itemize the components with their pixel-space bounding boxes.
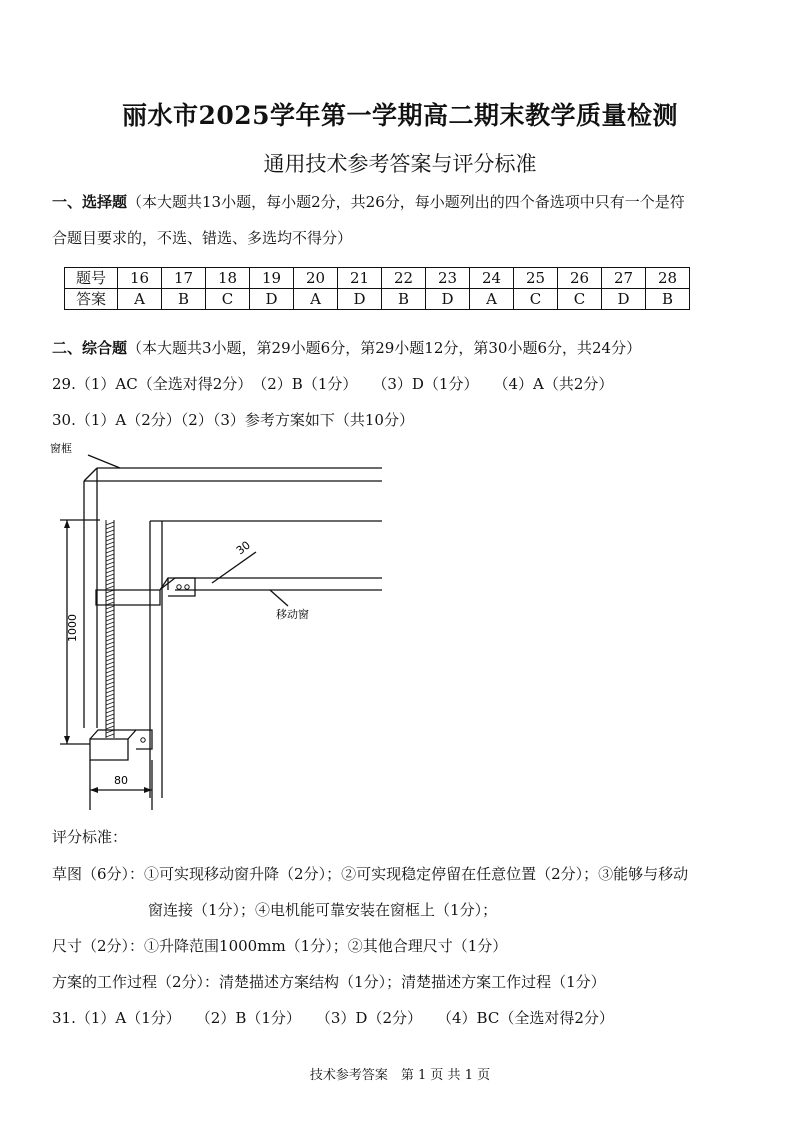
screw-thread — [106, 598, 114, 601]
screw-thread — [106, 594, 114, 597]
grading-sketch-2: 窗连接（1分）；④电机能可靠安装在窗框上（1分）； — [148, 901, 498, 919]
label-window-frame: 窗框 — [50, 442, 72, 455]
screw-thread — [106, 606, 114, 609]
screw-thread — [106, 630, 114, 633]
dimension-1000: 1000 — [66, 614, 79, 642]
screw-thread — [106, 710, 114, 713]
table-cell-answer: A — [294, 289, 338, 310]
dimension-30: 30 — [233, 538, 253, 558]
screw-thread — [106, 538, 114, 541]
screw-thread — [106, 674, 114, 677]
screw-thread — [106, 562, 114, 565]
screw-thread — [106, 614, 114, 617]
table-cell-answer: D — [338, 289, 382, 310]
screw-thread — [106, 718, 114, 721]
screw-thread — [106, 666, 114, 669]
table-cell-number: 24 — [470, 268, 514, 289]
page-footer: 技术参考答案 第 1 页 共 1 页 — [309, 1068, 491, 1083]
answer-table — [64, 267, 690, 310]
table-cell-number: 17 — [162, 268, 206, 289]
screw-thread — [106, 558, 114, 561]
table-cell-number: 26 — [558, 268, 602, 289]
screw-thread — [106, 522, 114, 525]
label-moving-window: 移动窗 — [276, 608, 309, 621]
grading-sketch-1: 草图（6分）：①可实现移动窗升降（2分）；②可实现稳定停留在任意位置（2分）；③能够与移动 — [52, 865, 689, 883]
screw-thread — [106, 722, 114, 725]
screw-thread — [106, 698, 114, 701]
table-cell-number: 22 — [382, 268, 426, 289]
table-cell-number: 20 — [294, 268, 338, 289]
screw-thread — [106, 586, 114, 589]
screw-thread — [106, 686, 114, 689]
screw-thread — [106, 574, 114, 577]
screw-thread — [106, 634, 114, 637]
screw-thread — [106, 706, 114, 709]
table-cell-number: 16 — [118, 268, 162, 289]
question-30-answer: 30.（1）A（2分）（2）（3）参考方案如下（共10分） — [52, 411, 414, 429]
table-cell-answer: D — [250, 289, 294, 310]
table-cell-answer: B — [646, 289, 690, 310]
question-29-answer: 29.（1）AC（全选对得2分） （2）B（1分） （3）D（1分） （4）A（共2分） — [52, 375, 614, 393]
table-cell-number: 27 — [602, 268, 646, 289]
table-cell-answer: B — [162, 289, 206, 310]
table-cell-answer: C — [206, 289, 250, 310]
screw-thread — [106, 642, 114, 645]
screw-thread — [106, 566, 114, 569]
screw-thread — [106, 582, 114, 585]
page-subtitle: 通用技术参考答案与评分标准 — [263, 152, 537, 176]
screw-thread — [106, 546, 114, 549]
table-cell-number: 28 — [646, 268, 690, 289]
screw-thread — [106, 626, 114, 629]
dimension-80: 80 — [114, 774, 128, 787]
table-cell-answer: D — [602, 289, 646, 310]
screw-thread — [106, 526, 114, 529]
screw-thread — [106, 622, 114, 625]
screw-thread — [106, 534, 114, 537]
grading-heading: 评分标准： — [52, 828, 128, 846]
page-title: 丽水市2025学年第一学期高二期末教学质量检测 — [121, 101, 679, 130]
table-cell-answer: A — [470, 289, 514, 310]
screw-thread — [106, 662, 114, 665]
question-31-answer: 31.（1）A（1分） （2）B（1分） （3）D（2分） （4）BC（全选对得2分） — [52, 1009, 614, 1027]
table-cell-number: 25 — [514, 268, 558, 289]
table-cell-answer: B — [382, 289, 426, 310]
table-cell-answer: C — [558, 289, 602, 310]
section1-desc-2: 合题目要求的，不选、错选、多选均不得分） — [52, 229, 353, 247]
table-cell-number: 19 — [250, 268, 294, 289]
screw-thread — [106, 542, 114, 545]
screw-thread — [106, 702, 114, 705]
screw-thread — [106, 650, 114, 653]
table-cell-number: 23 — [426, 268, 470, 289]
answer-table-answer-row — [65, 289, 690, 310]
table-header-number: 题号 — [65, 268, 118, 289]
table-cell-number: 21 — [338, 268, 382, 289]
screw-thread — [106, 618, 114, 621]
table-cell-answer: D — [426, 289, 470, 310]
screw-thread — [106, 578, 114, 581]
answer-table-number-row — [65, 268, 690, 289]
grading-process: 方案的工作过程（2分）：清楚描述方案结构（1分）；清楚描述方案工作过程（1分） — [52, 973, 606, 991]
table-cell-answer: C — [514, 289, 558, 310]
screw-thread — [106, 658, 114, 661]
screw-thread — [106, 570, 114, 573]
section2-line — [52, 337, 641, 358]
mechanism-diagram — [40, 438, 400, 818]
table-cell-number: 18 — [206, 268, 250, 289]
screw-thread — [106, 694, 114, 697]
screw-thread — [106, 726, 114, 729]
screw-thread — [106, 654, 114, 657]
table-cell-answer: A — [118, 289, 162, 310]
screw-thread — [106, 670, 114, 673]
screw-thread — [106, 690, 114, 693]
screw-thread — [106, 610, 114, 613]
section1-heading: 一、选择题 — [52, 193, 128, 211]
screw-thread — [106, 678, 114, 681]
screw-thread — [106, 682, 114, 685]
grading-size: 尺寸（2分）：①升降范围1000mm（1分）；②其他合理尺寸（1分） — [52, 937, 508, 955]
section2-heading: 二、综合题 — [52, 339, 128, 357]
screw-thread — [106, 734, 114, 737]
screw-thread — [106, 554, 114, 557]
table-header-answer: 答案 — [65, 289, 118, 310]
screw-thread — [106, 646, 114, 649]
screw-thread — [106, 638, 114, 641]
screw-thread — [106, 550, 114, 553]
section2-desc: （本大题共3小题，第29小题6分，第29小题12分，第30小题6分，共24分） — [127, 339, 642, 357]
section1-desc-1: （本大题共13小题，每小题2分，共26分，每小题列出的四个备选项中只有一个是符 — [127, 193, 685, 211]
screw-thread — [106, 530, 114, 533]
screw-thread — [106, 714, 114, 717]
section1-line1 — [52, 191, 685, 212]
